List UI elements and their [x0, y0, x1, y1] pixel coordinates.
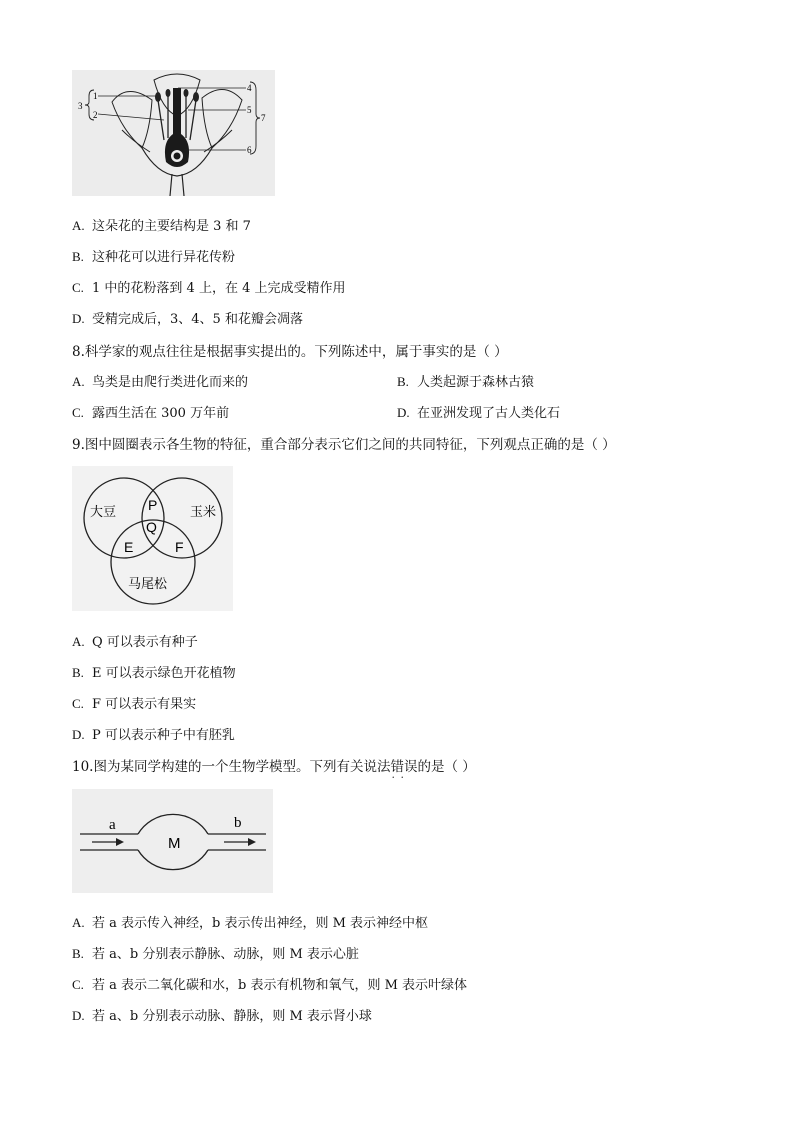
label-q: Q [146, 519, 157, 535]
option-text: 人类起源于森林古猿 [417, 375, 535, 390]
q9-question: 9.图中圆圈表示各生物的特征，重合部分表示它们之间的共同特征，下列观点正确的是（ ） [72, 437, 616, 453]
q10-question-before: 10.图为某同学构建的一个生物学模型。下列有关说法 [72, 759, 391, 775]
option-letter: C. [72, 280, 84, 295]
option-text: 在亚洲发现了古人类化石 [417, 406, 561, 421]
q9-option-b[interactable] [72, 662, 236, 681]
option-text: 受精完成后，3、4、5 和花瓣会凋落 [92, 312, 303, 327]
option-letter: D. [72, 311, 85, 326]
option-text: 若 a、b 分别表示动脉、静脉，则 M 表示肾小球 [92, 1009, 372, 1024]
option-letter: B. [72, 946, 84, 961]
q7-option-a[interactable] [72, 215, 251, 234]
q10-option-b[interactable] [72, 943, 359, 962]
q10-question-emphasis: 错误 · · [390, 759, 417, 775]
option-text: 这朵花的主要结构是 3 和 7 [92, 219, 251, 234]
option-text: 露西生活在 300 万年前 [92, 406, 230, 421]
label-m: M [168, 835, 181, 852]
option-text: 这种花可以进行异花传粉 [92, 250, 236, 265]
option-letter: A. [72, 634, 85, 649]
q9-option-a[interactable] [72, 631, 198, 650]
option-letter: B. [72, 249, 84, 264]
label-3: 3 [78, 101, 83, 111]
q10-question-after: 的是（ ） [417, 759, 476, 775]
option-text: P 可以表示种子中有胚乳 [92, 728, 235, 743]
option-text: Q 可以表示有种子 [92, 635, 198, 650]
option-letter: D. [397, 405, 410, 420]
label-7: 7 [261, 113, 266, 123]
label-maweisong: 马尾松 [128, 577, 168, 592]
option-letter: C. [72, 405, 84, 420]
option-text: E 可以表示绿色开花植物 [92, 666, 236, 681]
option-text: 若 a 表示传入神经，b 表示传出神经，则 M 表示神经中枢 [92, 916, 429, 931]
option-letter: C. [72, 977, 84, 992]
option-letter: D. [72, 727, 85, 742]
label-b: b [234, 815, 242, 831]
label-yumi: 玉米 [190, 505, 217, 520]
option-letter: B. [397, 374, 409, 389]
q7-option-c[interactable] [72, 277, 345, 296]
label-2: 2 [93, 110, 98, 120]
label-e: E [124, 539, 134, 555]
q8-question: 8.科学家的观点往往是根据事实提出的。下列陈述中，属于事实的是（ ） [72, 344, 508, 360]
option-text: 鸟类是由爬行类进化而来的 [92, 375, 249, 390]
venn-diagram-figure [72, 466, 233, 611]
q10-option-c[interactable] [72, 974, 467, 993]
label-a: a [109, 817, 116, 833]
label-1: 1 [93, 91, 98, 101]
option-letter: C. [72, 696, 84, 711]
label-f: F [175, 539, 184, 555]
flower-structure-figure [72, 70, 275, 196]
q8-option-a[interactable] [72, 371, 248, 390]
option-text: 1 中的花粉落到 4 上，在 4 上完成受精作用 [92, 281, 346, 296]
option-letter: B. [72, 665, 84, 680]
option-letter: A. [72, 374, 85, 389]
q8-option-b[interactable] [397, 371, 534, 390]
option-letter: D. [72, 1008, 85, 1023]
option-text: F 可以表示有果实 [92, 697, 197, 712]
label-6: 6 [247, 145, 252, 155]
option-text: 若 a、b 分别表示静脉、动脉，则 M 表示心脏 [92, 947, 359, 962]
q10-option-a[interactable] [72, 912, 428, 931]
q7-option-b[interactable] [72, 246, 235, 265]
q8-option-d[interactable] [397, 402, 560, 421]
option-letter: A. [72, 915, 85, 930]
label-4: 4 [247, 83, 252, 93]
option-text: 若 a 表示二氧化碳和水，b 表示有机物和氧气，则 M 表示叶绿体 [92, 978, 468, 993]
label-p: P [148, 497, 158, 513]
q7-option-d[interactable] [72, 308, 303, 327]
biology-model-figure [72, 789, 273, 893]
q9-option-d[interactable] [72, 724, 235, 743]
label-dadou: 大豆 [90, 505, 117, 520]
label-5: 5 [247, 105, 252, 115]
q8-option-c[interactable] [72, 402, 229, 421]
q10-question [72, 755, 476, 775]
option-letter: A. [72, 218, 85, 233]
q10-option-d[interactable] [72, 1005, 372, 1024]
q9-option-c[interactable] [72, 693, 196, 712]
